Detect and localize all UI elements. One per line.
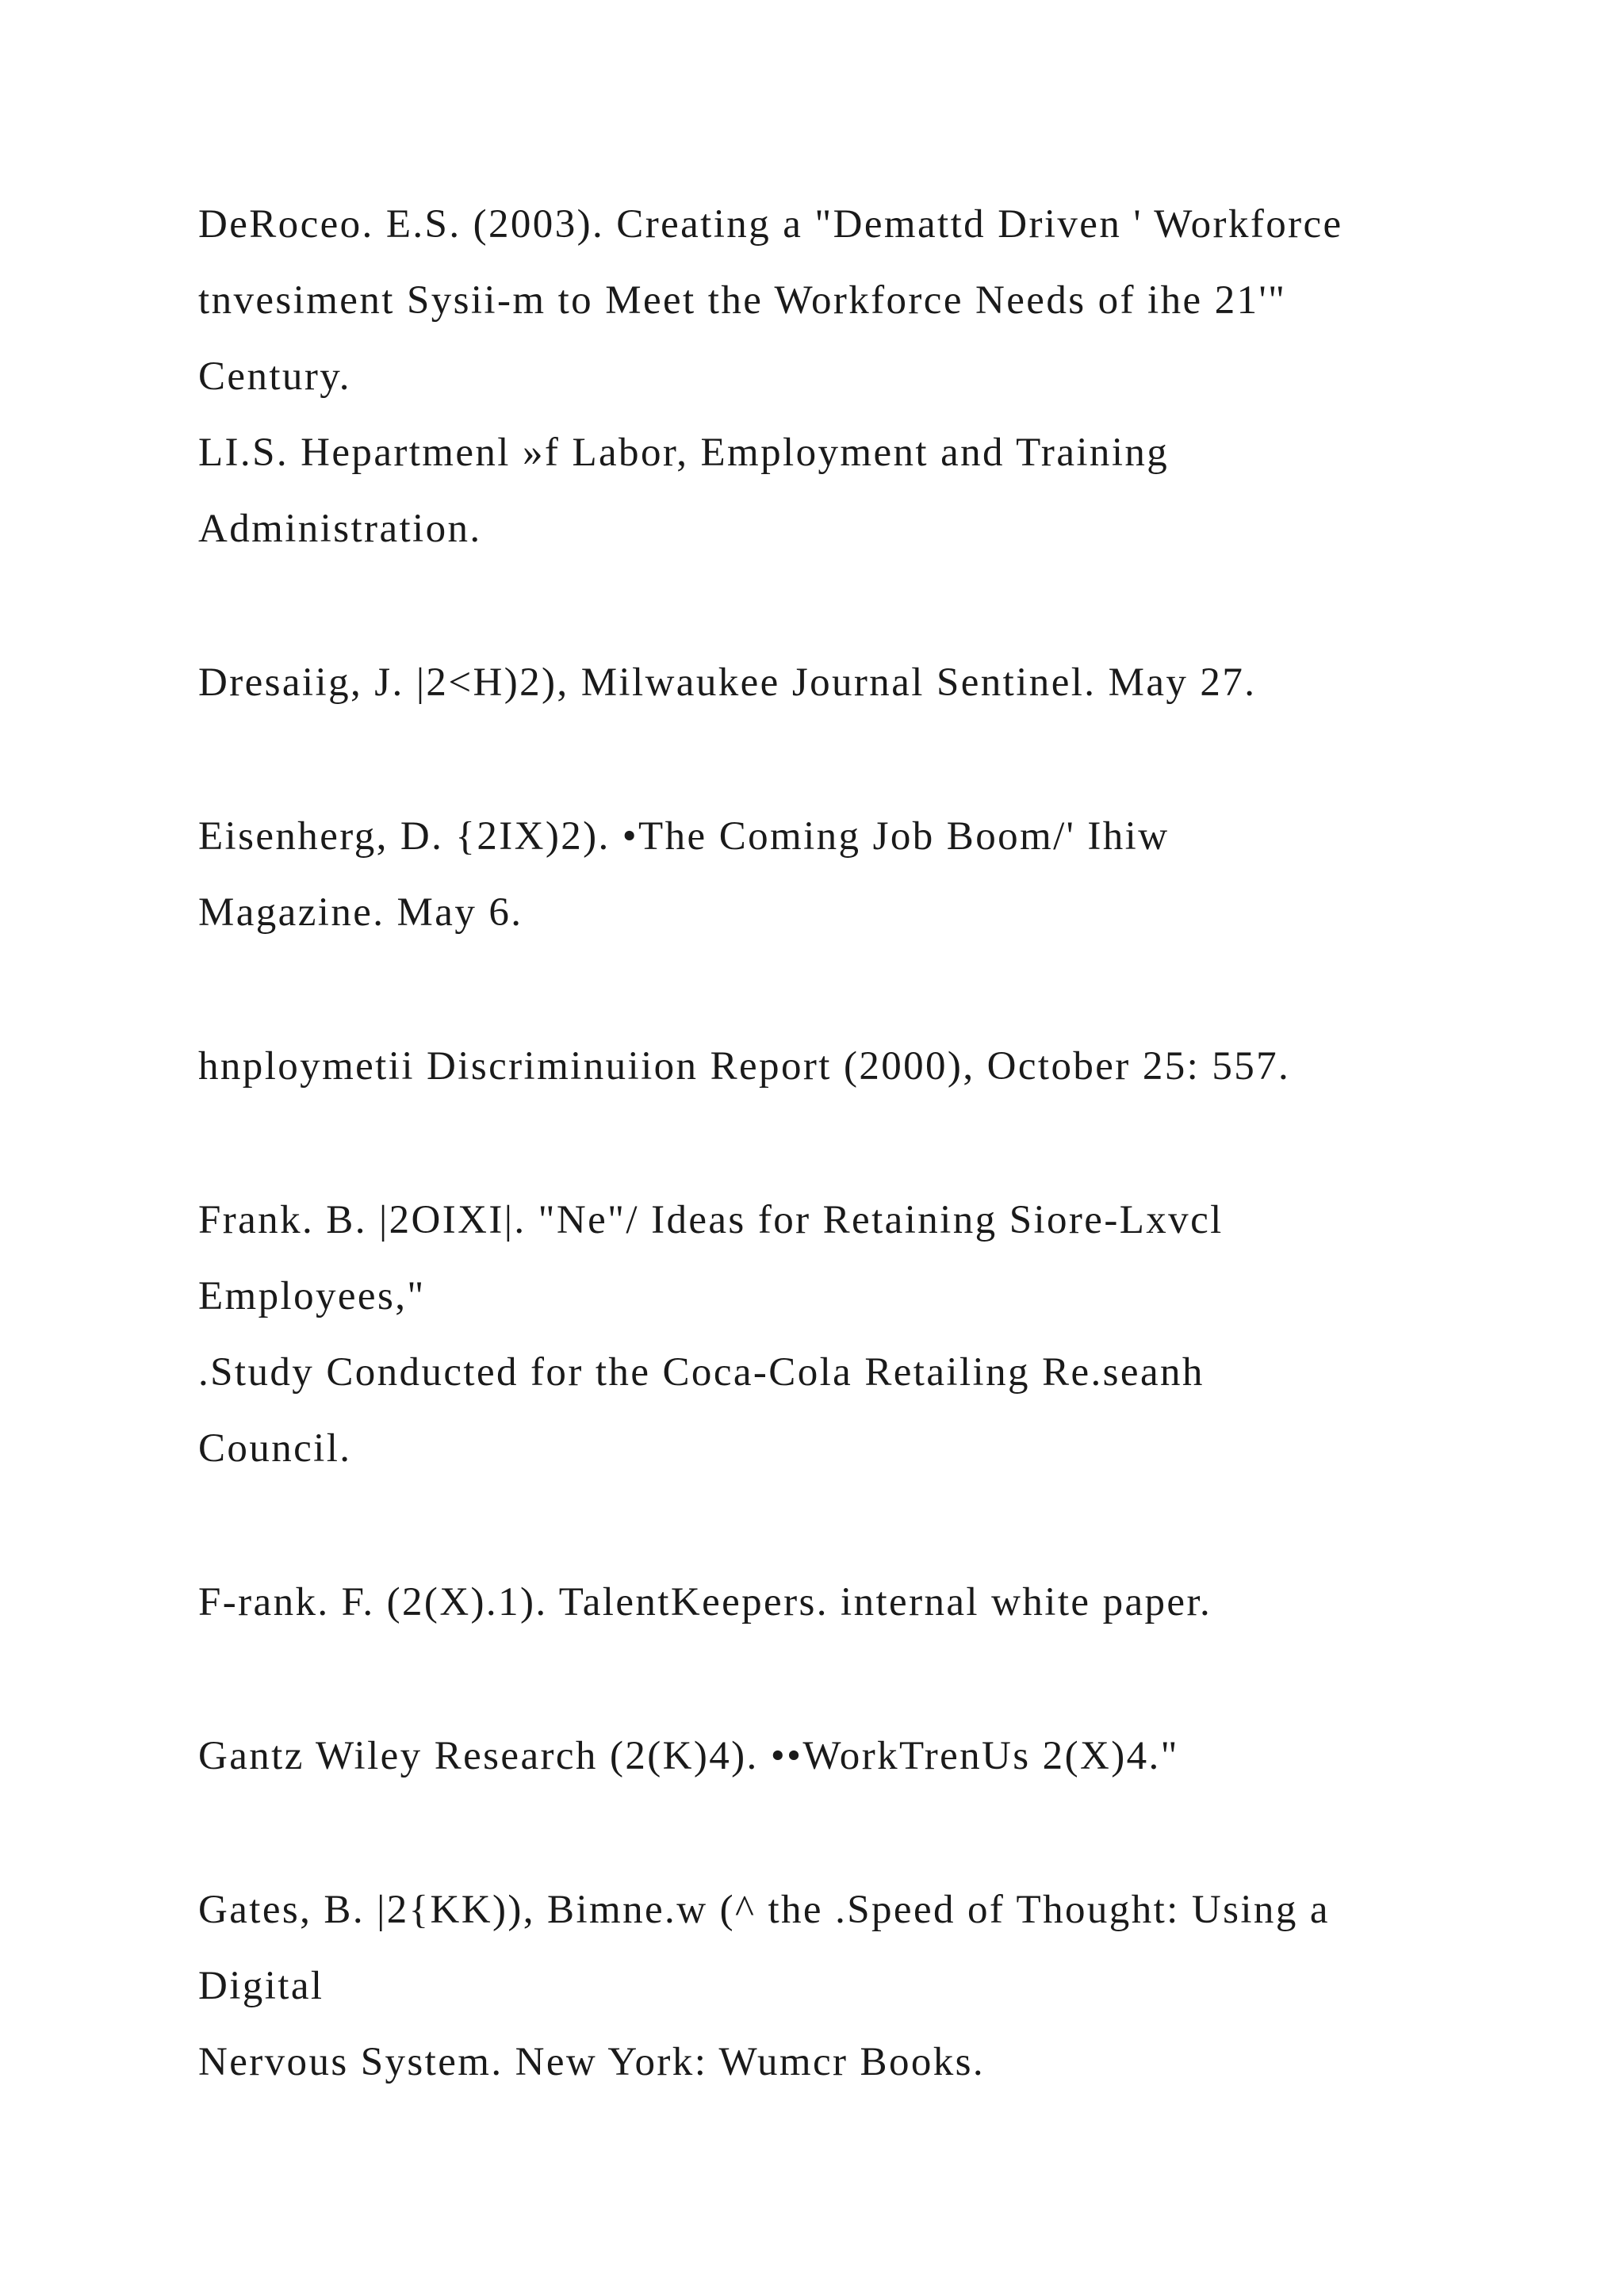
reference-line: Digital: [198, 1964, 324, 2008]
reference-line: Magazine. May 6.: [198, 890, 523, 935]
reference-line: Eisenherg, D. {2IX)2). •The Coming Job Boom/' Ihiw: [198, 814, 1170, 859]
reference-line: hnploymetii Discriminuiion Report (2000), October 25: 557.: [198, 1044, 1291, 1089]
reference-line: Century.: [198, 354, 351, 399]
reference-line: Council.: [198, 1426, 352, 1471]
reference-line: LI.S. Hepartmenl »f Labor, Employment and Training: [198, 430, 1170, 475]
reference-line: tnvesiment Sysii-m to Meet the Workforce Needs of ihe 21'": [198, 278, 1287, 323]
reference-line: DeRoceo. E.S. (2003). Creating a "Demattd Driven ' Workforce: [198, 202, 1343, 247]
reference-line: Dresaiig, J. |2<H)2), Milwaukee Journal Sentinel. May 27.: [198, 660, 1257, 705]
reference-line: Employees,": [198, 1274, 426, 1318]
reference-line: Frank. B. |2OIXI|. "Ne"/ Ideas for Retaining Siore-Lxvcl: [198, 1198, 1224, 1242]
reference-line: Administration.: [198, 507, 482, 551]
reference-line: Nervous System. New York: Wumcr Books.: [198, 2040, 986, 2084]
reference-line: Gantz Wiley Research (2(K)4). ••WorkTrenUs 2(X)4.": [198, 1734, 1179, 1778]
reference-line: Gates, B. |2{KK)), Bimne.w (^ the .Speed of Thought: Using a: [198, 1888, 1330, 1932]
reference-line: .Study Conducted for the Coca-Cola Retailing Re.seanh: [198, 1350, 1205, 1395]
reference-line: F-rank. F. (2(X).1). TalentKeepers. internal white paper.: [198, 1580, 1212, 1624]
